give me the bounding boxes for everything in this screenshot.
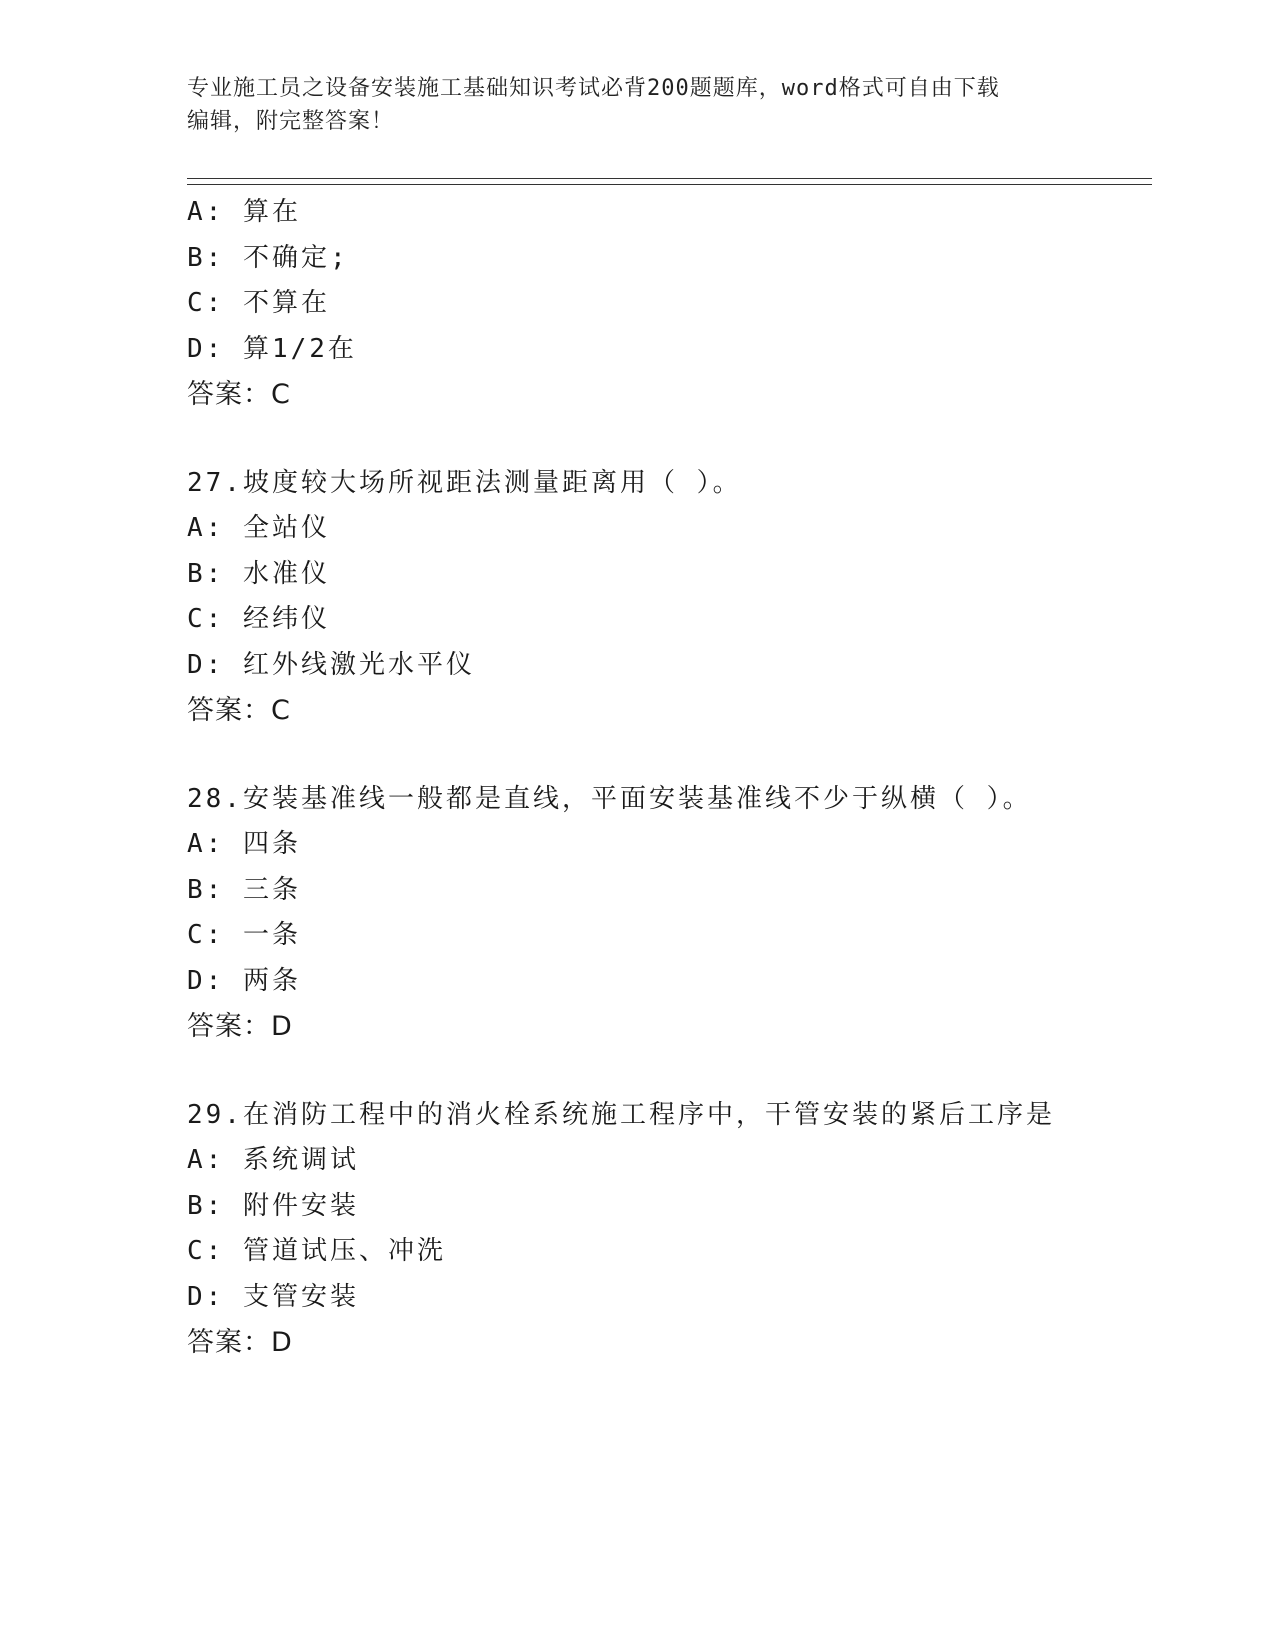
block-spacer <box>187 734 1152 777</box>
question-text: 29.在消防工程中的消火栓系统施工程序中，干管安装的紧后工序是 <box>187 1099 1055 1130</box>
option-c: C: 经纬仪 <box>187 604 330 634</box>
answer-line: 答案：D <box>187 1011 293 1042</box>
option-c: C: 不算在 <box>187 288 330 318</box>
question-list <box>187 190 1152 1366</box>
answer-line: 答案：D <box>187 1327 293 1358</box>
option-a: A: 算在 <box>187 197 301 227</box>
question-block-26 <box>187 190 1152 418</box>
option-c: C: 一条 <box>187 920 301 950</box>
option-d: D: 算1/2在 <box>187 333 357 364</box>
question-text: 28.安装基准线一般都是直线，平面安装基准线不少于纵横（ ）。 <box>187 783 1032 814</box>
answer-line: 答案：C <box>187 695 291 726</box>
option-b: B: 附件安装 <box>187 1190 359 1221</box>
answer-line: 答案：C <box>187 379 291 410</box>
option-d: D: 红外线激光水平仪 <box>187 649 475 680</box>
header-line-2: 编辑，附完整答案！ <box>187 109 395 134</box>
question-block-27 <box>187 461 1152 734</box>
option-a: A: 全站仪 <box>187 513 330 543</box>
option-a: A: 四条 <box>187 829 301 859</box>
question-text: 27.坡度较大场所视距法测量距离用（ ）。 <box>187 467 742 498</box>
header-line-1: 专业施工员之设备安装施工基础知识考试必背200题题库，word格式可自由下载 <box>187 76 1000 101</box>
question-block-29 <box>187 1093 1152 1366</box>
block-spacer <box>187 1050 1152 1093</box>
option-c: C: 管道试压、冲洗 <box>187 1236 446 1266</box>
question-block-28 <box>187 777 1152 1050</box>
option-d: D: 支管安装 <box>187 1281 359 1312</box>
option-b: B: 水准仪 <box>187 558 330 589</box>
header-divider-bottom <box>187 184 1152 185</box>
block-spacer <box>187 418 1152 461</box>
option-b: B: 不确定; <box>187 242 349 273</box>
document-header <box>187 72 1087 138</box>
option-a: A: 系统调试 <box>187 1145 359 1175</box>
option-b: B: 三条 <box>187 874 301 905</box>
option-d: D: 两条 <box>187 965 301 996</box>
header-divider-top <box>187 178 1152 179</box>
